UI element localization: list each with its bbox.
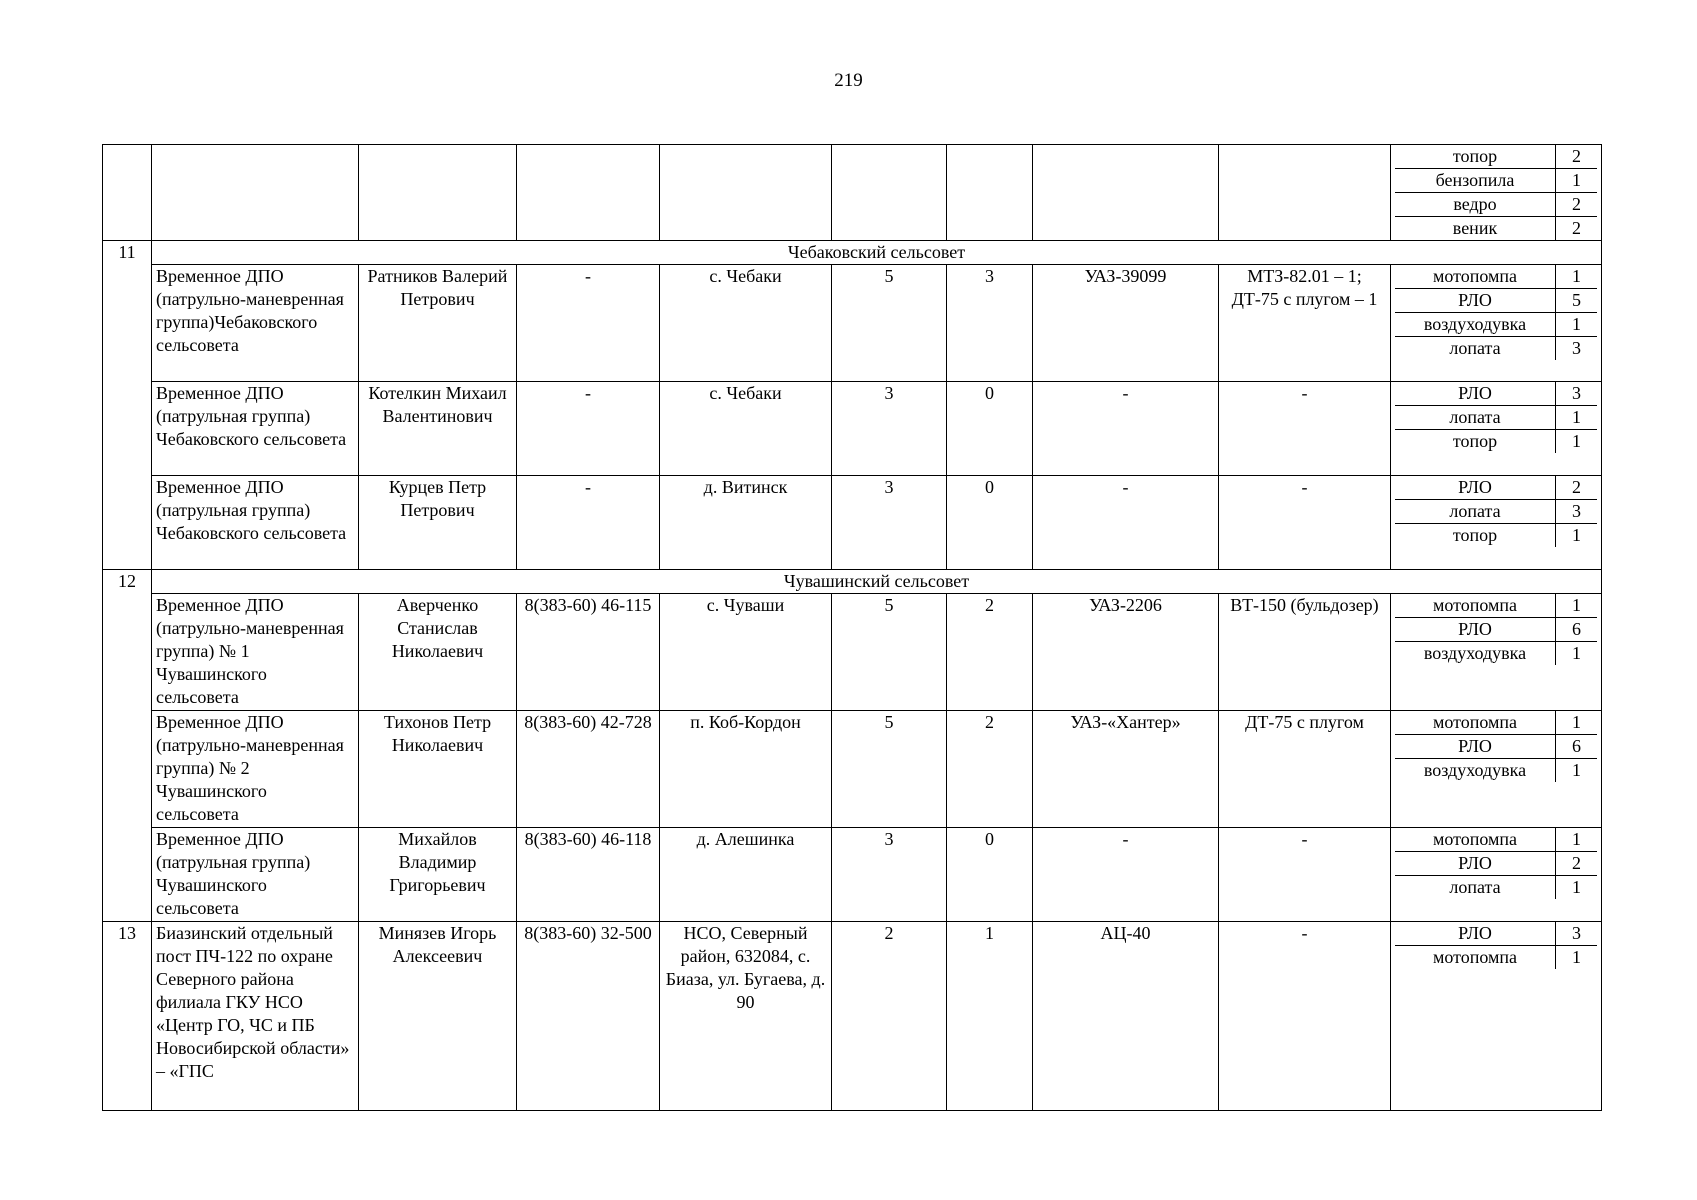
equipment-row [1395,852,1597,876]
unit-units: 0 [947,382,1033,476]
unit-name: Временное ДПО (патрульная группа) Чебаковского сельсовета [152,382,359,476]
unit-tech: - [1219,382,1391,476]
equipment-qty: 1 [1572,525,1581,545]
equipment-qty: 1 [1556,711,1598,735]
section-number: 12 [103,570,152,922]
unit-people: 3 [832,476,947,570]
equipment-name: лопата [1395,406,1556,430]
equipment-list [1395,828,1597,899]
equipment-row [1395,642,1597,666]
equipment-qty: 1 [1556,265,1598,289]
unit-name: Временное ДПО (патрульно-маневренная группа) № 1 Чувашинского сельсовета [152,594,359,711]
equipment-qty: 1 [1572,760,1581,780]
unit-head: Ратников Валерий Петрович [359,265,517,382]
unit-head: Минязев Игорь Алексеевич [359,922,517,1111]
unit-head: Аверченко Станислав Николаевич [359,594,517,711]
equipment-cell [1391,711,1602,828]
equipment-row [1395,337,1597,361]
unit-people: 5 [832,711,947,828]
equipment-name: мотопомпа [1395,828,1556,852]
equipment-qty: 2 [1556,476,1598,500]
equipment-list [1395,145,1597,240]
unit-people: 5 [832,265,947,382]
equipment-name: РЛО [1395,476,1556,500]
unit-location [660,145,832,241]
unit-units: 1 [947,922,1033,1111]
table-row [103,828,1602,922]
unit-name [152,145,359,241]
equipment-cell [1391,382,1602,476]
table-row [103,382,1602,476]
equipment-row [1395,217,1597,241]
equipment-row [1395,500,1597,524]
unit-name: Временное ДПО (патрульно-маневренная группа)Чебаковского сельсовета [152,265,359,382]
equipment-row [1395,759,1597,783]
unit-tech: МТЗ-82.01 – 1; ДТ-75 с плугом – 1 [1219,265,1391,382]
equipment-qty: 3 [1572,338,1581,358]
row-number: 13 [103,922,152,1111]
equipment-qty: 5 [1556,289,1598,313]
equipment-cell [1391,145,1602,241]
equipment-name: мотопомпа [1395,594,1556,618]
equipment-row [1395,145,1597,169]
unit-phone: 8(383-60) 46-118 [517,828,660,922]
equipment-name: РЛО [1395,922,1556,946]
equipment-name: топор [1395,145,1556,169]
unit-tech: ДТ-75 с плугом [1219,711,1391,828]
equipment-name: лопата [1395,876,1556,900]
equipment-row [1395,169,1597,193]
unit-location: п. Коб-Кордон [660,711,832,828]
equipment-row [1395,711,1597,735]
equipment-name: воздуходувка [1395,759,1556,783]
unit-people: 3 [832,828,947,922]
unit-people [832,145,947,241]
equipment-qty: 1 [1572,947,1581,967]
equipment-name: веник [1395,217,1556,241]
equipment-qty: 2 [1556,145,1598,169]
unit-head: Михайлов Владимир Григорьевич [359,828,517,922]
unit-location: НСО, Северный район, 632084, с. Биаза, ул. Бугаева, д. 90 [660,922,832,1111]
equipment-list [1395,476,1597,547]
equipment-row [1395,289,1597,313]
equipment-cell [1391,265,1602,382]
unit-units: 2 [947,711,1033,828]
equipment-qty: 1 [1572,431,1581,451]
equipment-qty: 1 [1572,877,1581,897]
unit-name: Биазинский отдельный пост ПЧ-122 по охране Северного района филиала ГКУ НСО «Центр ГО, ЧС и ПБ Новосибирской области» – «ГПС [152,922,359,1111]
table-row [103,265,1602,382]
equipment-name: лопата [1395,337,1556,361]
unit-units: 2 [947,594,1033,711]
equipment-list [1395,594,1597,665]
equipment-name: воздуходувка [1395,313,1556,337]
unit-tech [1219,145,1391,241]
unit-head [359,145,517,241]
equipment-list [1395,265,1597,360]
equipment-name: РЛО [1395,289,1556,313]
unit-head: Тихонов Петр Николаевич [359,711,517,828]
equipment-name: топор [1395,430,1556,454]
unit-vehicle: - [1033,476,1219,570]
equipment-name: РЛО [1395,618,1556,642]
equipment-name: топор [1395,524,1556,548]
fire-units-table [102,144,1602,1111]
equipment-list [1395,382,1597,453]
equipment-row [1395,876,1597,900]
unit-phone: - [517,476,660,570]
equipment-name: мотопомпа [1395,946,1556,970]
equipment-name: РЛО [1395,382,1556,406]
unit-location: с. Чебаки [660,265,832,382]
equipment-list [1395,711,1597,782]
equipment-row [1395,735,1597,759]
equipment-qty: 1 [1572,643,1581,663]
equipment-name: РЛО [1395,735,1556,759]
unit-vehicle: УАЗ-«Хантер» [1033,711,1219,828]
equipment-row [1395,524,1597,548]
unit-location: д. Витинск [660,476,832,570]
equipment-row [1395,828,1597,852]
equipment-name: бензопила [1395,169,1556,193]
equipment-row [1395,430,1597,454]
equipment-row [1395,265,1597,289]
equipment-qty: 1 [1556,406,1598,430]
table-row [103,594,1602,711]
equipment-qty: 3 [1556,922,1598,946]
equipment-name: мотопомпа [1395,711,1556,735]
equipment-row [1395,193,1597,217]
unit-head: Курцев Петр Петрович [359,476,517,570]
section-title: Чувашинский сельсовет [152,570,1602,594]
equipment-qty: 3 [1556,500,1598,524]
unit-location: с. Чуваши [660,594,832,711]
unit-people: 3 [832,382,947,476]
unit-tech: - [1219,922,1391,1111]
section-title: Чебаковский сельсовет [152,241,1602,265]
table-row [103,145,1602,241]
equipment-qty: 2 [1556,193,1598,217]
unit-phone: - [517,382,660,476]
equipment-cell [1391,476,1602,570]
unit-vehicle: - [1033,382,1219,476]
unit-units: 0 [947,828,1033,922]
unit-vehicle [1033,145,1219,241]
equipment-row [1395,594,1597,618]
equipment-qty: 1 [1556,594,1598,618]
equipment-name: лопата [1395,500,1556,524]
unit-vehicle: - [1033,828,1219,922]
unit-vehicle: УАЗ-39099 [1033,265,1219,382]
equipment-cell [1391,828,1602,922]
page-number: 219 [834,70,863,91]
equipment-row [1395,922,1597,946]
equipment-row [1395,618,1597,642]
equipment-cell [1391,594,1602,711]
table-row [103,476,1602,570]
equipment-name: ведро [1395,193,1556,217]
equipment-row [1395,382,1597,406]
unit-units [947,145,1033,241]
unit-phone: 8(383-60) 42-728 [517,711,660,828]
equipment-name: мотопомпа [1395,265,1556,289]
unit-phone: 8(383-60) 32-500 [517,922,660,1111]
equipment-name: РЛО [1395,852,1556,876]
section-header-row [103,241,1602,265]
equipment-qty: 6 [1556,735,1598,759]
equipment-row [1395,946,1597,970]
equipment-row [1395,406,1597,430]
unit-name: Временное ДПО (патрульная группа) Чувашинского сельсовета [152,828,359,922]
equipment-row [1395,313,1597,337]
equipment-name: воздуходувка [1395,642,1556,666]
table-row [103,922,1602,1111]
unit-people: 5 [832,594,947,711]
table-row [103,711,1602,828]
unit-tech: ВТ-150 (бульдозер) [1219,594,1391,711]
section-number: 11 [103,241,152,570]
unit-people: 2 [832,922,947,1111]
equipment-qty: 2 [1572,218,1581,238]
equipment-qty: 1 [1556,169,1598,193]
equipment-qty: 6 [1556,618,1598,642]
unit-head: Котелкин Михаил Валентинович [359,382,517,476]
unit-phone [517,145,660,241]
equipment-row [1395,476,1597,500]
row-number [103,145,152,241]
unit-phone: - [517,265,660,382]
equipment-qty: 3 [1556,382,1598,406]
unit-location: с. Чебаки [660,382,832,476]
equipment-list [1395,922,1597,969]
equipment-qty: 1 [1556,828,1598,852]
unit-tech: - [1219,476,1391,570]
unit-location: д. Алешинка [660,828,832,922]
unit-tech: - [1219,828,1391,922]
unit-phone: 8(383-60) 46-115 [517,594,660,711]
unit-name: Временное ДПО (патрульная группа) Чебаковского сельсовета [152,476,359,570]
unit-name: Временное ДПО (патрульно-маневренная группа) № 2 Чувашинского сельсовета [152,711,359,828]
unit-vehicle: АЦ-40 [1033,922,1219,1111]
equipment-qty: 2 [1556,852,1598,876]
unit-units: 0 [947,476,1033,570]
section-header-row [103,570,1602,594]
equipment-cell [1391,922,1602,1111]
unit-vehicle: УАЗ-2206 [1033,594,1219,711]
equipment-qty: 1 [1556,313,1598,337]
unit-units: 3 [947,265,1033,382]
